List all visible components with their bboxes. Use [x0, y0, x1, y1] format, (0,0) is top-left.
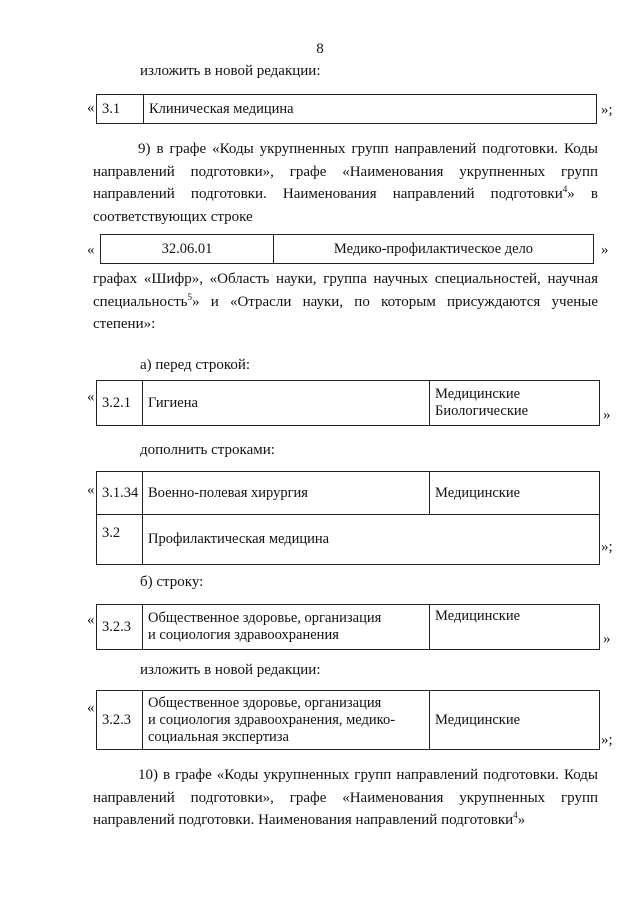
paragraph-10: [93, 764, 598, 832]
close-quote: »: [601, 242, 609, 258]
cell-code: 32.06.01: [101, 235, 274, 264]
cell-name: Профилактическая медицина: [143, 515, 600, 565]
table-public-health-new: [96, 690, 600, 750]
close-quote: »: [603, 407, 611, 423]
paragraph-9-text: 9) в графе «Коды укрупненных групп направлений подготовки. Коды направлений подготовки», графе «Наименования укрупненных групп направлений подготовки. Наименования направлений подготовки: [93, 141, 598, 202]
close-quote: »;: [601, 539, 613, 555]
cell-branch: Медицинские: [430, 605, 600, 650]
table-public-health-old: [96, 604, 600, 650]
cell-name: Клиническая медицина: [144, 95, 597, 124]
paragraph-9-end: » в соответствующих строке: [93, 186, 598, 225]
close-quote: »;: [601, 732, 613, 748]
open-quote: «: [87, 100, 95, 116]
open-quote: «: [87, 700, 95, 716]
paragraph-9: [93, 138, 598, 228]
instruction-text: изложить в новой редакции:: [140, 63, 321, 79]
cell-name: [143, 691, 430, 750]
footnote-ref: 4: [562, 184, 568, 194]
open-quote: «: [87, 389, 95, 405]
cell-branch: Медицинские: [430, 691, 600, 750]
subpoint-b: б) строку:: [140, 574, 204, 590]
table-hygiene: [96, 380, 600, 426]
table-added-rows: [96, 471, 600, 565]
cell-name: Гигиена: [143, 381, 430, 426]
add-rows-text: дополнить строками:: [140, 442, 275, 458]
table-medical-preventive: [100, 234, 594, 264]
cell-code: 3.1.34: [97, 472, 143, 515]
name-line-2: и социология здравоохранения, медико-: [148, 711, 396, 728]
name-line-1: Общественное здоровье, организация: [148, 694, 382, 711]
name-line-1: Общественное здоровье, организация: [148, 610, 382, 626]
cell-code: 3.1: [97, 95, 144, 124]
footnote-ref: 5: [187, 291, 192, 302]
subpoint-a: а) перед строкой:: [140, 357, 251, 373]
cell-name: Медико-профилактическое дело: [274, 235, 594, 264]
paragraph-columns-end: » и «Отрасли науки, по которым присуждаются ученые степени»:: [93, 293, 598, 332]
instruction-text: изложить в новой редакции:: [140, 662, 321, 678]
cell-branch: Медицинские: [430, 472, 600, 515]
cell-code: 3.2.3: [97, 605, 143, 650]
close-quote: »;: [601, 102, 613, 118]
open-quote: «: [87, 612, 95, 628]
cell-branches: [430, 381, 600, 426]
cell-name: [143, 605, 430, 650]
page-number: 8: [316, 41, 324, 57]
open-quote: «: [87, 242, 95, 258]
paragraph-10-text: 10) в графе «Коды укрупненных групп направлений подготовки. Коды направлений подготовки», графе «Наименования укрупненных групп направлений подготовки. Наименования направлений подготовки: [93, 767, 598, 828]
close-quote: »: [603, 631, 611, 647]
cell-name: Военно-полевая хирургия: [143, 472, 430, 515]
footnote-ref: 4: [513, 810, 518, 820]
paragraph-10-end: »: [517, 812, 526, 828]
branch-biological: Биологические: [435, 403, 529, 419]
branch-medical: Медицинские: [435, 386, 521, 402]
open-quote: «: [87, 482, 95, 498]
cell-code: 3.2.1: [97, 381, 143, 426]
cell-code: 3.2: [97, 515, 143, 565]
name-line-3: социальная экспертиза: [148, 728, 289, 745]
paragraph-columns: [93, 268, 598, 336]
cell-code: 3.2.3: [97, 691, 143, 750]
paragraph-columns-text: графах «Шифр», «Область науки, группа научных специальностей, научная специальность: [93, 271, 598, 310]
name-line-2: и социология здравоохранения: [148, 627, 339, 643]
table-clinical-medicine: [96, 94, 597, 124]
